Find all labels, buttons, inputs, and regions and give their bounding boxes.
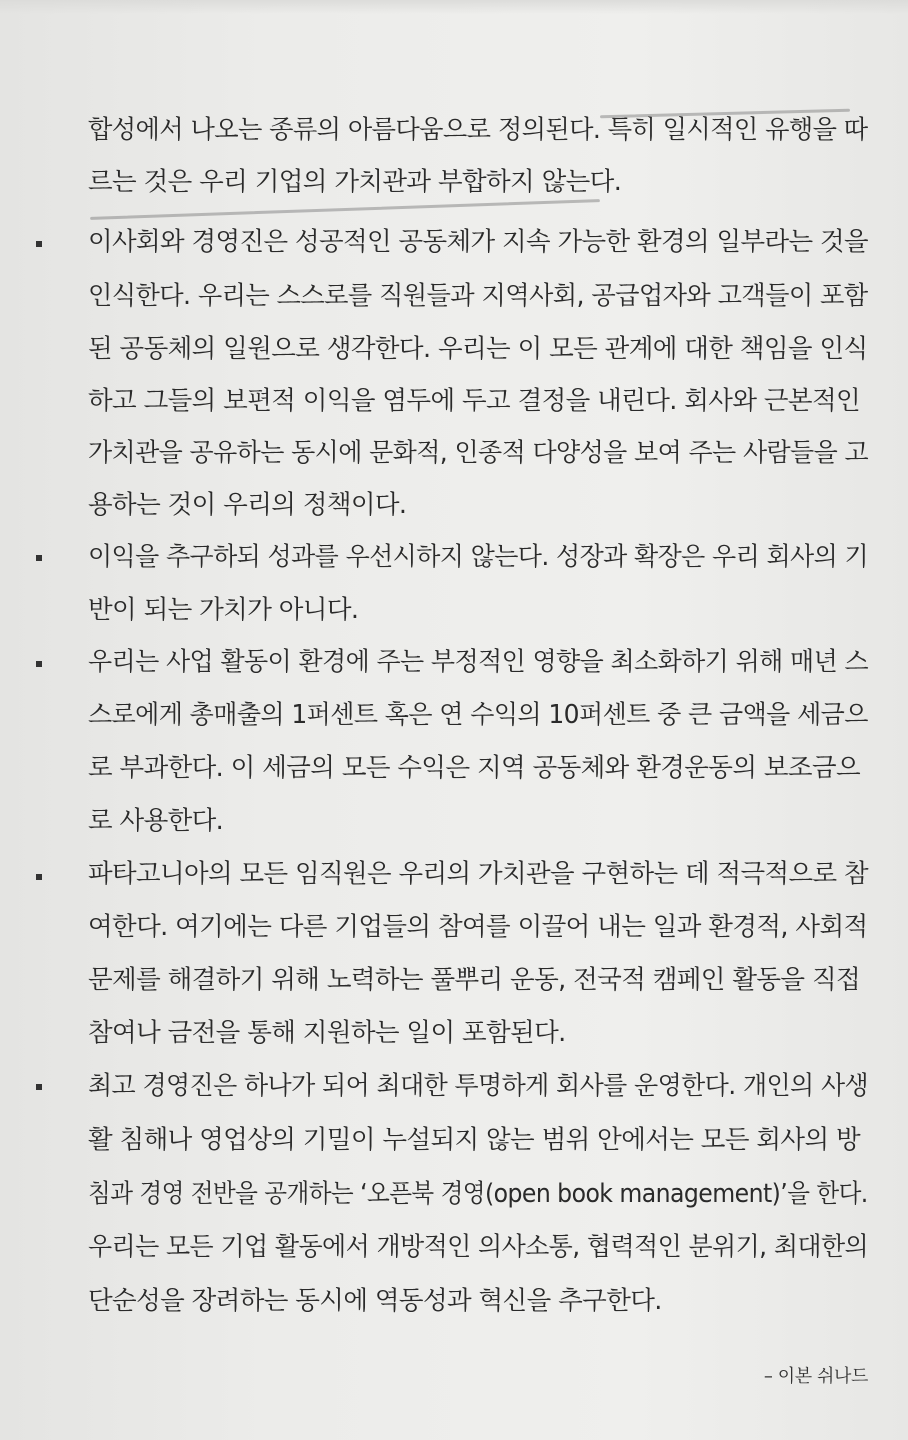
text-line: 파타고니아의 모든 임직원은 우리의 가치관을 구현하는 데 적극적으로 참 [88, 859, 869, 889]
text-line: 참여나 금전을 통해 지원하는 일이 포함된다. [88, 1018, 566, 1048]
pencil-underline [90, 199, 600, 220]
text-line: 로 사용한다. [88, 806, 224, 836]
text-line: 여한다. 여기에는 다른 기업들의 참여를 이끌어 내는 일과 환경적, 사회적 [88, 912, 868, 942]
text-line: 이사회와 경영진은 성공적인 공동체가 지속 가능한 환경의 일부라는 것을 [88, 227, 869, 257]
text-line: 최고 경영진은 하나가 되어 최대한 투명하게 회사를 운영한다. 개인의 사생 [88, 1071, 869, 1101]
text-line: 가치관을 공유하는 동시에 문화적, 인종적 다양성을 보여 주는 사람들을 고 [88, 438, 869, 468]
text-line: 반이 되는 가치가 아니다. [88, 595, 359, 625]
attribution: – 이본 쉬나드 [763, 1366, 868, 1387]
list-bullet [36, 874, 42, 880]
text-line: 르는 것은 우리 기업의 가치관과 부합하지 않는다. [88, 167, 622, 197]
text-line: 하고 그들의 보편적 이익을 염두에 두고 결정을 내린다. 회사와 근본적인 [88, 386, 861, 416]
list-bullet [36, 1084, 42, 1090]
text-line: 로 부과한다. 이 세금의 모든 수익은 지역 공동체와 환경운동의 보조금으 [88, 753, 861, 783]
text-line: 활 침해나 영업상의 기밀이 누설되지 않는 범위 안에서는 모든 회사의 방 [88, 1125, 861, 1155]
text-line: 우리는 사업 활동이 환경에 주는 부정적인 영향을 최소화하기 위해 매년 스 [88, 647, 869, 677]
text-line: 용하는 것이 우리의 정책이다. [88, 490, 407, 520]
text-line: 침과 경영 전반을 공개하는 ‘오픈북 경영(open book management)’을 한다. [88, 1179, 868, 1209]
text-line: 단순성을 장려하는 동시에 역동성과 혁신을 추구한다. [88, 1286, 662, 1316]
list-bullet [36, 241, 42, 247]
text-line: 스로에게 총매출의 1퍼센트 혹은 연 수익의 10퍼센트 중 큰 금액을 세금으 [88, 700, 868, 730]
text-line: 합성에서 나오는 종류의 아름다움으로 정의된다. 특히 일시적인 유행을 따 [88, 115, 868, 145]
list-bullet [36, 555, 42, 561]
text-line: 이익을 추구하되 성과를 우선시하지 않는다. 성장과 확장은 우리 회사의 기 [88, 542, 869, 572]
text-line: 문제를 해결하기 위해 노력하는 풀뿌리 운동, 전국적 캠페인 활동을 직접 [88, 965, 861, 995]
text-line: 인식한다. 우리는 스스로를 직원들과 지역사회, 공급업자와 고객들이 포함 [88, 281, 868, 311]
text-line: 우리는 모든 기업 활동에서 개방적인 의사소통, 협력적인 분위기, 최대한의 [88, 1232, 869, 1262]
text-line: 된 공동체의 일원으로 생각한다. 우리는 이 모든 관계에 대한 책임을 인식 [88, 334, 868, 364]
page-top-shadow [0, 0, 908, 14]
list-bullet [36, 661, 42, 667]
